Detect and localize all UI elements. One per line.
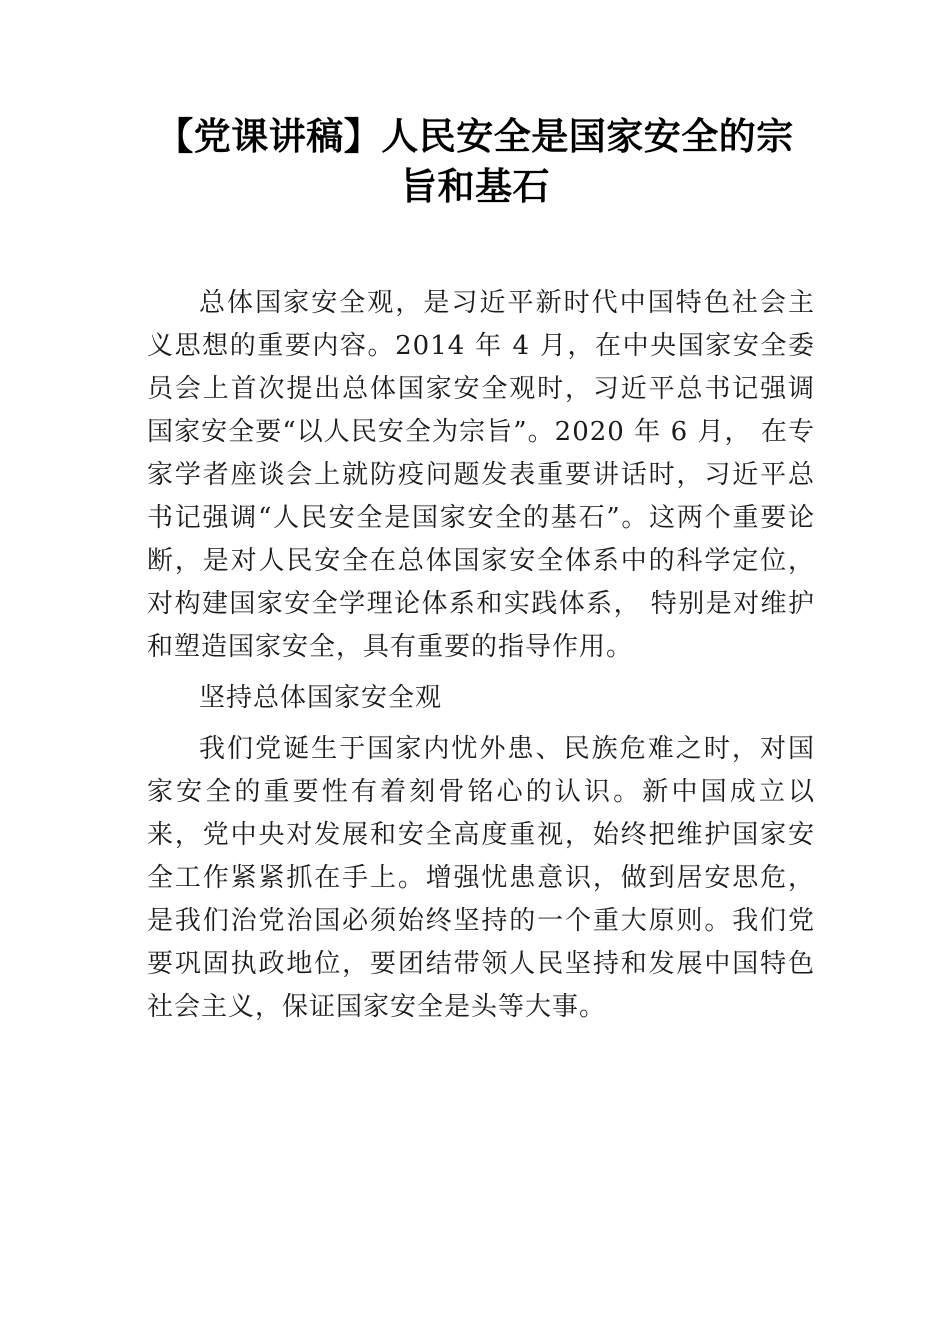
paragraph-history: 我们党诞生于国家内忧外患、民族危难之时，对国家安全的重要性有着刻骨铭心的认识。新中国成立以来，党中央对发展和安全高度重视，始终把维护国家安全工作紧紧抓在手上。增强忧患意识，做到居安思危，是我们治党治国必须始终坚持的一个重大原则。我们党要巩固执政地位，要团结带领人民坚持和发展中国特色社会主义，保证国家安全是头等大事。 <box>147 734 815 1022</box>
document-body <box>147 282 815 1037</box>
section-heading: 坚持总体国家安全观 <box>199 683 443 713</box>
paragraph-intro: 总体国家安全观，是习近平新时代中国特色社会主义思想的重要内容。2014 年 4 月，在中央国家安全委员会上首次提出总体国家安全观时，习近平总书记强调国家安全要“以人民安全为宗旨”。2020 年 6 月， 在专家学者座谈会上就防疫问题发表重要讲话时，习近平总书记强调“人民安全是国家安全的基石”。这两个重要论断，是对人民安全在总体国家安全体系中的科学定位，对构建国家安全学理论体系和实践体系， 特别是对维护和塑造国家安全，具有重要的指导作用。 <box>147 288 815 662</box>
page-title: 【党课讲稿】人民安全是国家安全的宗旨和基石 <box>156 115 794 208</box>
